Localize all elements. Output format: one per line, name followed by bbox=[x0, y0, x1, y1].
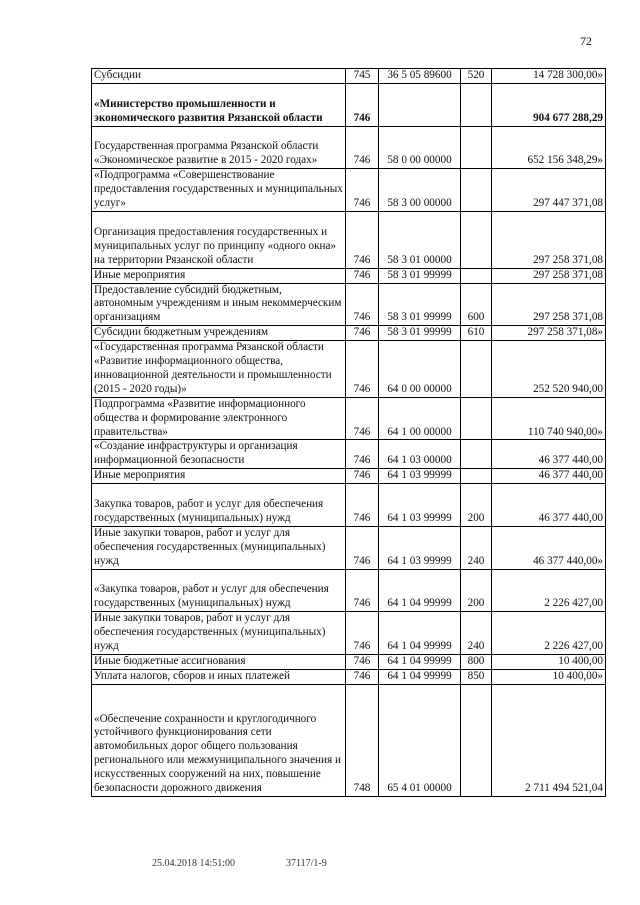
row-expense-type-cell: 520 bbox=[461, 69, 492, 84]
table-row bbox=[92, 669, 606, 684]
row-expense-type-cell: 240 bbox=[461, 612, 492, 655]
row-admin-code-cell: 746 bbox=[346, 268, 379, 283]
row-name-cell: Иные закупки товаров, работ и услуг для обеспечения государственных (муниципальных) нужд bbox=[92, 526, 346, 569]
row-expense-type-cell bbox=[461, 397, 492, 440]
table-row bbox=[92, 655, 606, 670]
row-name-cell: «Государственная программа Рязанской области «Развитие информационного общества, инновационной деятельности и промышленности (2015 - 2020 годы)» bbox=[92, 341, 346, 398]
row-target-code-cell: 64 1 04 99999 bbox=[379, 655, 461, 670]
row-expense-type-cell: 200 bbox=[461, 569, 492, 612]
row-target-code-cell: 58 0 00 00000 bbox=[379, 126, 461, 169]
row-expense-type-cell: 850 bbox=[461, 669, 492, 684]
table-row bbox=[92, 83, 606, 126]
row-amount-cell: 46 377 440,00 bbox=[492, 440, 606, 469]
row-admin-code-cell: 748 bbox=[346, 684, 379, 796]
row-name-cell: «Обеспечение сохранности и круглогодичного устойчивого функционирования сети автомобильных дорог общего пользования регионального или межмуниципального значения и искусственных сооружений на них, повышение безопасности дорожного движения bbox=[92, 684, 346, 796]
row-expense-type-cell bbox=[461, 268, 492, 283]
table-row bbox=[92, 126, 606, 169]
row-admin-code-cell: 746 bbox=[346, 484, 379, 527]
row-target-code-cell: 58 3 01 99999 bbox=[379, 326, 461, 341]
row-expense-type-cell bbox=[461, 684, 492, 796]
row-amount-cell: 2 711 494 521,04 bbox=[492, 684, 606, 796]
row-amount-cell: 297 258 371,08 bbox=[492, 268, 606, 283]
row-admin-code-cell: 746 bbox=[346, 326, 379, 341]
row-target-code-cell: 58 3 01 99999 bbox=[379, 268, 461, 283]
row-name-cell: Иные мероприятия bbox=[92, 469, 346, 484]
table-row bbox=[92, 169, 606, 212]
row-admin-code-cell: 746 bbox=[346, 397, 379, 440]
row-amount-cell: 46 377 440,00 bbox=[492, 484, 606, 527]
row-admin-code-cell: 746 bbox=[346, 212, 379, 269]
footer-document-id: 37117/1-9 bbox=[286, 858, 327, 869]
row-expense-type-cell bbox=[461, 212, 492, 269]
row-amount-cell: 10 400,00» bbox=[492, 669, 606, 684]
row-name-cell: Иные бюджетные ассигнования bbox=[92, 655, 346, 670]
row-target-code-cell: 64 1 04 99999 bbox=[379, 669, 461, 684]
row-name-cell: «Подпрограмма «Совершенствование предоставления государственных и муниципальных услуг» bbox=[92, 169, 346, 212]
row-expense-type-cell: 600 bbox=[461, 283, 492, 326]
row-expense-type-cell bbox=[461, 83, 492, 126]
table-row bbox=[92, 440, 606, 469]
table-row bbox=[92, 212, 606, 269]
row-expense-type-cell bbox=[461, 469, 492, 484]
row-target-code-cell: 64 0 00 00000 bbox=[379, 341, 461, 398]
row-admin-code-cell: 746 bbox=[346, 83, 379, 126]
row-name-cell: «Закупка товаров, работ и услуг для обеспечения государственных (муниципальных) нужд bbox=[92, 569, 346, 612]
row-admin-code-cell: 746 bbox=[346, 469, 379, 484]
row-name-cell: Иные закупки товаров, работ и услуг для обеспечения государственных (муниципальных) нужд bbox=[92, 612, 346, 655]
table-row bbox=[92, 397, 606, 440]
row-target-code-cell: 64 1 03 99999 bbox=[379, 526, 461, 569]
row-target-code-cell: 64 1 03 99999 bbox=[379, 469, 461, 484]
row-target-code-cell: 36 5 05 89600 bbox=[379, 69, 461, 84]
row-amount-cell: 252 520 940,00 bbox=[492, 341, 606, 398]
row-expense-type-cell: 800 bbox=[461, 655, 492, 670]
row-target-code-cell: 58 3 01 99999 bbox=[379, 283, 461, 326]
table-row bbox=[92, 526, 606, 569]
row-admin-code-cell: 746 bbox=[346, 655, 379, 670]
table-row bbox=[92, 684, 606, 796]
row-target-code-cell: 64 1 00 00000 bbox=[379, 397, 461, 440]
table-row bbox=[92, 268, 606, 283]
row-expense-type-cell: 200 bbox=[461, 484, 492, 527]
row-admin-code-cell: 746 bbox=[346, 283, 379, 326]
table-row bbox=[92, 612, 606, 655]
row-name-cell: Субсидии bbox=[92, 69, 346, 84]
row-expense-type-cell bbox=[461, 169, 492, 212]
row-admin-code-cell: 746 bbox=[346, 169, 379, 212]
row-admin-code-cell: 746 bbox=[346, 126, 379, 169]
row-amount-cell: 10 400,00 bbox=[492, 655, 606, 670]
footer-timestamp: 25.04.2018 14:51:00 bbox=[152, 858, 236, 869]
budget-table bbox=[91, 68, 606, 797]
row-admin-code-cell: 745 bbox=[346, 69, 379, 84]
row-name-cell: «Министерство промышленности и экономического развития Рязанской области bbox=[92, 83, 346, 126]
row-target-code-cell bbox=[379, 83, 461, 126]
row-expense-type-cell bbox=[461, 440, 492, 469]
budget-table-body bbox=[92, 69, 606, 797]
row-admin-code-cell: 746 bbox=[346, 440, 379, 469]
row-admin-code-cell: 746 bbox=[346, 526, 379, 569]
page-number: 72 bbox=[580, 34, 592, 48]
row-expense-type-cell bbox=[461, 126, 492, 169]
row-name-cell: Государственная программа Рязанской области «Экономическое развитие в 2015 - 2020 годах» bbox=[92, 126, 346, 169]
row-admin-code-cell: 746 bbox=[346, 612, 379, 655]
row-target-code-cell: 58 3 00 00000 bbox=[379, 169, 461, 212]
table-row bbox=[92, 484, 606, 527]
row-amount-cell: 297 447 371,08 bbox=[492, 169, 606, 212]
row-amount-cell: 2 226 427,00 bbox=[492, 569, 606, 612]
row-expense-type-cell: 240 bbox=[461, 526, 492, 569]
table-row bbox=[92, 326, 606, 341]
row-amount-cell: 904 677 288,29 bbox=[492, 83, 606, 126]
row-target-code-cell: 64 1 04 99999 bbox=[379, 569, 461, 612]
row-admin-code-cell: 746 bbox=[346, 569, 379, 612]
row-amount-cell: 14 728 300,00» bbox=[492, 69, 606, 84]
row-admin-code-cell: 746 bbox=[346, 341, 379, 398]
row-amount-cell: 2 226 427,00 bbox=[492, 612, 606, 655]
row-admin-code-cell: 746 bbox=[346, 669, 379, 684]
row-name-cell: Иные мероприятия bbox=[92, 268, 346, 283]
table-row bbox=[92, 469, 606, 484]
table-row bbox=[92, 283, 606, 326]
row-target-code-cell: 64 1 03 99999 bbox=[379, 484, 461, 527]
row-target-code-cell: 65 4 01 00000 bbox=[379, 684, 461, 796]
row-amount-cell: 297 258 371,08 bbox=[492, 283, 606, 326]
row-name-cell: Уплата налогов, сборов и иных платежей bbox=[92, 669, 346, 684]
table-row bbox=[92, 341, 606, 398]
row-name-cell: «Создание инфраструктуры и организация информационной безопасности bbox=[92, 440, 346, 469]
row-amount-cell: 297 258 371,08» bbox=[492, 326, 606, 341]
row-name-cell: Организация предоставления государственных и муниципальных услуг по принципу «одного окна» на территории Рязанской области bbox=[92, 212, 346, 269]
row-name-cell: Подпрограмма «Развитие информационного общества и формирование электронного правительства» bbox=[92, 397, 346, 440]
row-amount-cell: 652 156 348,29» bbox=[492, 126, 606, 169]
row-target-code-cell: 58 3 01 00000 bbox=[379, 212, 461, 269]
row-name-cell: Субсидии бюджетным учреждениям bbox=[92, 326, 346, 341]
row-name-cell: Предоставление субсидий бюджетным, автономным учреждениям и иным некоммерческим организациям bbox=[92, 283, 346, 326]
row-target-code-cell: 64 1 04 99999 bbox=[379, 612, 461, 655]
row-amount-cell: 110 740 940,00» bbox=[492, 397, 606, 440]
row-expense-type-cell bbox=[461, 341, 492, 398]
row-amount-cell: 297 258 371,08 bbox=[492, 212, 606, 269]
table-row bbox=[92, 569, 606, 612]
row-target-code-cell: 64 1 03 00000 bbox=[379, 440, 461, 469]
table-row bbox=[92, 69, 606, 84]
row-amount-cell: 46 377 440,00 bbox=[492, 469, 606, 484]
row-amount-cell: 46 377 440,00» bbox=[492, 526, 606, 569]
row-name-cell: Закупка товаров, работ и услуг для обеспечения государственных (муниципальных) нужд bbox=[92, 484, 346, 527]
row-expense-type-cell: 610 bbox=[461, 326, 492, 341]
